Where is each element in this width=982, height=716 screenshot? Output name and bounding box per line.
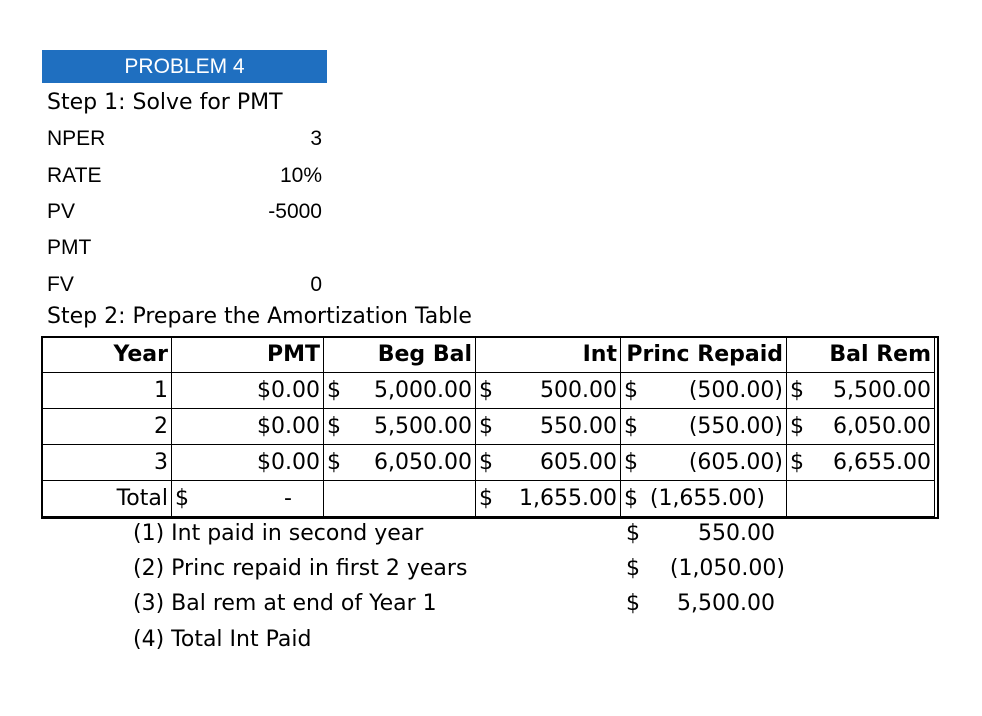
header-beg-bal: Beg Bal	[324, 337, 476, 373]
header-princ-repaid: Princ Repaid	[621, 337, 787, 373]
cell-total-princ-repaid[interactable]: $ (1,655.00)	[621, 481, 787, 517]
table-row	[43, 445, 935, 481]
table-total-row	[43, 481, 935, 517]
cell-total-label: Total	[43, 481, 172, 517]
question-1-currency: $	[626, 521, 640, 546]
input-value-pv[interactable]: -5000	[268, 200, 322, 223]
cell-princ-repaid[interactable]: $ (500.00)	[621, 373, 787, 409]
cell-pmt[interactable]: $0.00	[172, 445, 324, 481]
cell-beg-bal[interactable]: $ 6,050.00	[324, 445, 476, 481]
cell-total-bal-rem[interactable]	[787, 481, 935, 517]
question-2-answer[interactable]: (1,050.00)	[669, 556, 785, 581]
question-2-currency: $	[626, 556, 640, 581]
cell-int[interactable]: $ 605.00	[476, 445, 621, 481]
question-1-answer[interactable]: 550.00	[698, 521, 775, 546]
input-label-pmt: PMT	[47, 236, 92, 259]
cell-year[interactable]: 3	[43, 445, 172, 481]
input-value-fv[interactable]: 0	[310, 273, 322, 296]
question-4-text: (4) Total Int Paid	[133, 627, 312, 652]
cell-pmt[interactable]: $0.00	[172, 409, 324, 445]
question-3-answer[interactable]: 5,500.00	[677, 591, 775, 616]
question-1-text: (1) Int paid in second year	[133, 521, 424, 546]
cell-total-int[interactable]: $ 1,655.00	[476, 481, 621, 517]
cell-princ-repaid[interactable]: $ (550.00)	[621, 409, 787, 445]
table-row	[43, 373, 935, 409]
cell-int[interactable]: $ 500.00	[476, 373, 621, 409]
header-pmt: PMT	[172, 337, 324, 373]
step1-heading: Step 1: Solve for PMT	[47, 90, 283, 115]
question-3-currency: $	[626, 591, 640, 616]
cell-year[interactable]: 2	[43, 409, 172, 445]
cell-total-pmt[interactable]: $ -	[172, 481, 324, 517]
table-row	[43, 409, 935, 445]
cell-total-beg-bal[interactable]	[324, 481, 476, 517]
question-3-text: (3) Bal rem at end of Year 1	[133, 591, 437, 616]
input-value-nper[interactable]: 3	[310, 127, 322, 150]
cell-beg-bal[interactable]: $ 5,500.00	[324, 409, 476, 445]
input-label-rate: RATE	[47, 164, 102, 187]
input-label-fv: FV	[47, 273, 74, 296]
cell-int[interactable]: $ 550.00	[476, 409, 621, 445]
header-int: Int	[476, 337, 621, 373]
cell-pmt[interactable]: $0.00	[172, 373, 324, 409]
header-bal-rem: Bal Rem	[787, 337, 935, 373]
step2-heading: Step 2: Prepare the Amortization Table	[47, 304, 472, 329]
cell-princ-repaid[interactable]: $ (605.00)	[621, 445, 787, 481]
cell-bal-rem[interactable]: $ 6,050.00	[787, 409, 935, 445]
input-label-pv: PV	[47, 200, 76, 223]
header-year: Year	[43, 337, 172, 373]
input-label-nper: NPER	[47, 127, 106, 150]
input-value-rate[interactable]: 10%	[279, 164, 322, 187]
cell-year[interactable]: 1	[43, 373, 172, 409]
cell-bal-rem[interactable]: $ 5,500.00	[787, 373, 935, 409]
cell-bal-rem[interactable]: $ 6,655.00	[787, 445, 935, 481]
question-2-text: (2) Princ repaid in first 2 years	[133, 556, 468, 581]
amortization-table	[42, 337, 935, 517]
problem-title: PROBLEM 4	[42, 50, 327, 83]
table-header-row	[43, 337, 935, 373]
cell-beg-bal[interactable]: $ 5,000.00	[324, 373, 476, 409]
